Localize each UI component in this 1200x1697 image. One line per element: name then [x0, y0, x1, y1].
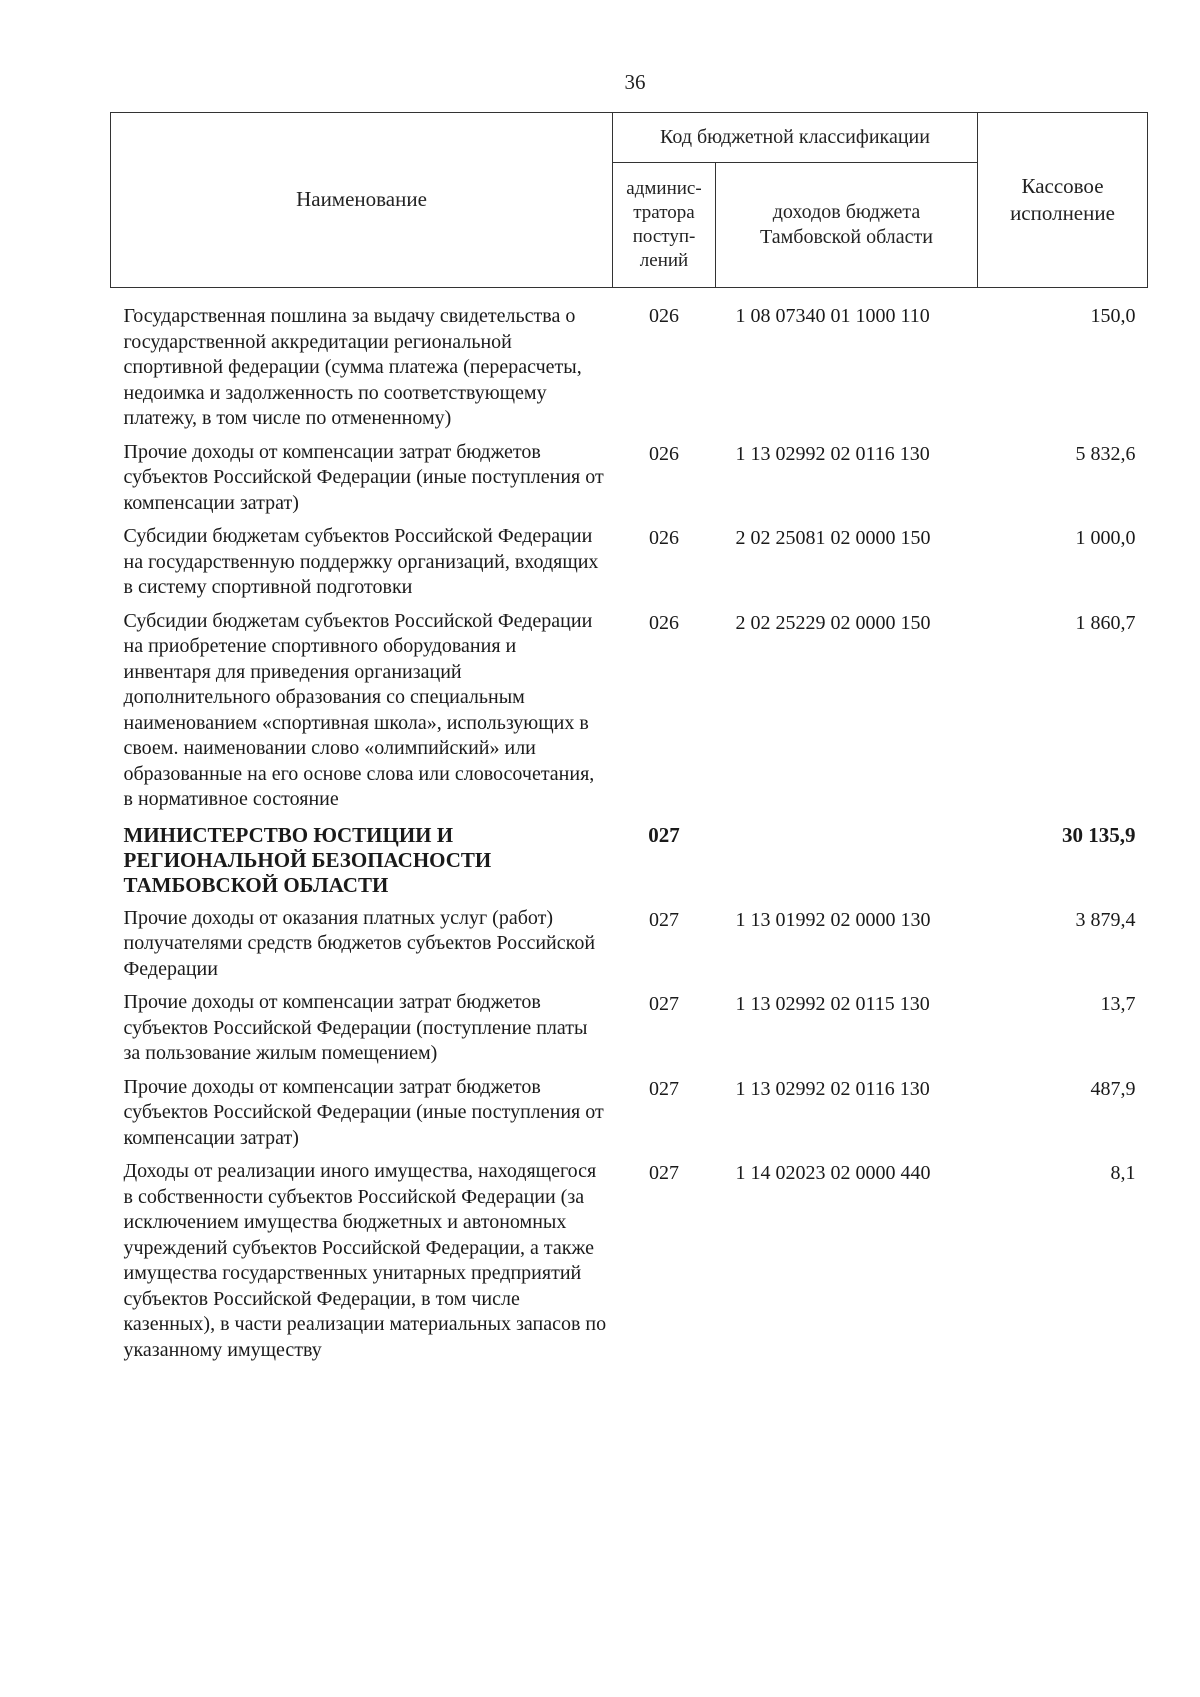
- header-name: Наименование: [111, 113, 613, 288]
- table-row: [111, 440, 1148, 525]
- table-body: [111, 288, 1148, 1372]
- row-budget-code: [716, 821, 978, 906]
- table-row: [111, 524, 1148, 609]
- row-name: Прочие доходы от компенсации затрат бюджетов субъектов Российской Федерации (иные поступления от компенсации затрат): [123, 1075, 604, 1149]
- row-name: Субсидии бюджетам субъектов Российской Федерации на государственную поддержку организаций, входящих в систему спортивной подготовки: [123, 525, 599, 598]
- header-code-group: Код бюджетной классификации: [613, 113, 978, 163]
- row-name: Государственная пошлина за выдачу свидетельства о государственной аккредитации региональной спортивной федерации (сумма платежа (перерасчеты, недоимка и задолженность по соответствующему платежу, в том числе по отмененному): [123, 305, 582, 429]
- row-execution-sum: 13,7: [1100, 993, 1136, 1015]
- row-execution-sum: 150,0: [1090, 305, 1136, 327]
- row-budget-code: 1 13 02992 02 0115 130: [735, 993, 930, 1015]
- row-budget-code: 1 08 07340 01 1000 110: [735, 305, 930, 327]
- row-name: Прочие доходы от оказания платных услуг (работ) получателями средств бюджетов субъектов Российской Федерации: [123, 906, 596, 980]
- table-row: [111, 1075, 1148, 1160]
- row-execution-sum: 3 879,4: [1075, 908, 1136, 931]
- row-budget-code: 2 02 25081 02 0000 150: [735, 527, 931, 549]
- row-admin-code: 027: [649, 908, 679, 931]
- table-row: [111, 609, 1148, 821]
- row-admin-code: 027: [649, 1162, 679, 1184]
- header-income: доходов бюджета Тамбовской области: [716, 163, 978, 288]
- table-header: [111, 113, 1148, 288]
- row-admin-code: 026: [649, 611, 679, 634]
- table-row-ministry-total: [111, 821, 1148, 906]
- row-budget-code: 1 14 02023 02 0000 440: [735, 1162, 931, 1184]
- header-admin: админис-тратора поступ-лений: [613, 163, 716, 288]
- row-execution-sum: 8,1: [1110, 1162, 1136, 1184]
- row-name: Субсидии бюджетам субъектов Российской Федерации на приобретение спортивного оборудования и инвентаря для приведения организаций дополнительного образования со специальным наименованием «спортивная школа», использующих в своем. наименовании слово «олимпийский» или образованные на его основе слова или словосочетания, в нормативное состояние: [123, 609, 595, 810]
- row-name: Прочие доходы от компенсации затрат бюджетов субъектов Российской Федерации (иные поступления от компенсации затрат): [123, 440, 604, 514]
- row-name: Прочие доходы от компенсации затрат бюджетов субъектов Российской Федерации (поступление платы за пользование жилым помещением): [123, 991, 588, 1064]
- row-admin-code: 026: [649, 527, 679, 549]
- row-admin-code: 027: [649, 993, 679, 1015]
- header-execution-text: Кассовое исполнение: [1010, 174, 1115, 225]
- table-row: [111, 288, 1148, 440]
- row-budget-code: 1 13 01992 02 0000 130: [735, 908, 931, 931]
- row-execution-sum: 30 135,9: [1062, 822, 1136, 847]
- row-admin-code: 027: [648, 822, 680, 847]
- row-admin-code: 026: [649, 305, 679, 327]
- row-name: МИНИСТЕРСТВО ЮСТИЦИИ И РЕГИОНАЛЬНОЙ БЕЗОПАСНОСТИ ТАМБОВСКОЙ ОБЛАСТИ: [123, 822, 492, 897]
- header-execution: [978, 113, 1148, 288]
- row-admin-code: 027: [649, 1077, 679, 1100]
- row-budget-code: 2 02 25229 02 0000 150: [735, 611, 931, 634]
- row-admin-code: 026: [649, 442, 679, 465]
- table-row: [111, 1159, 1148, 1371]
- row-execution-sum: 487,9: [1090, 1077, 1136, 1100]
- row-execution-sum: 5 832,6: [1075, 442, 1136, 465]
- table-row: [111, 990, 1148, 1075]
- budget-revenue-table: [110, 112, 1148, 1371]
- row-execution-sum: 1 860,7: [1075, 611, 1136, 634]
- row-budget-code: 1 13 02992 02 0116 130: [735, 442, 930, 465]
- page-number: 36: [624, 70, 646, 94]
- row-budget-code: 1 13 02992 02 0116 130: [735, 1077, 930, 1100]
- row-execution-sum: 1 000,0: [1075, 527, 1136, 549]
- row-name: Доходы от реализации иного имущества, находящегося в собственности субъектов Российской Федерации (за исключением имущества бюджетных и автономных учреждений субъектов Российской Федерации, а также имущества государственных унитарных предприятий субъектов Российской Федерации, в том числе казенных), в части реализации материальных запасов по указанному имуществу: [123, 1160, 607, 1361]
- table-row: [111, 906, 1148, 991]
